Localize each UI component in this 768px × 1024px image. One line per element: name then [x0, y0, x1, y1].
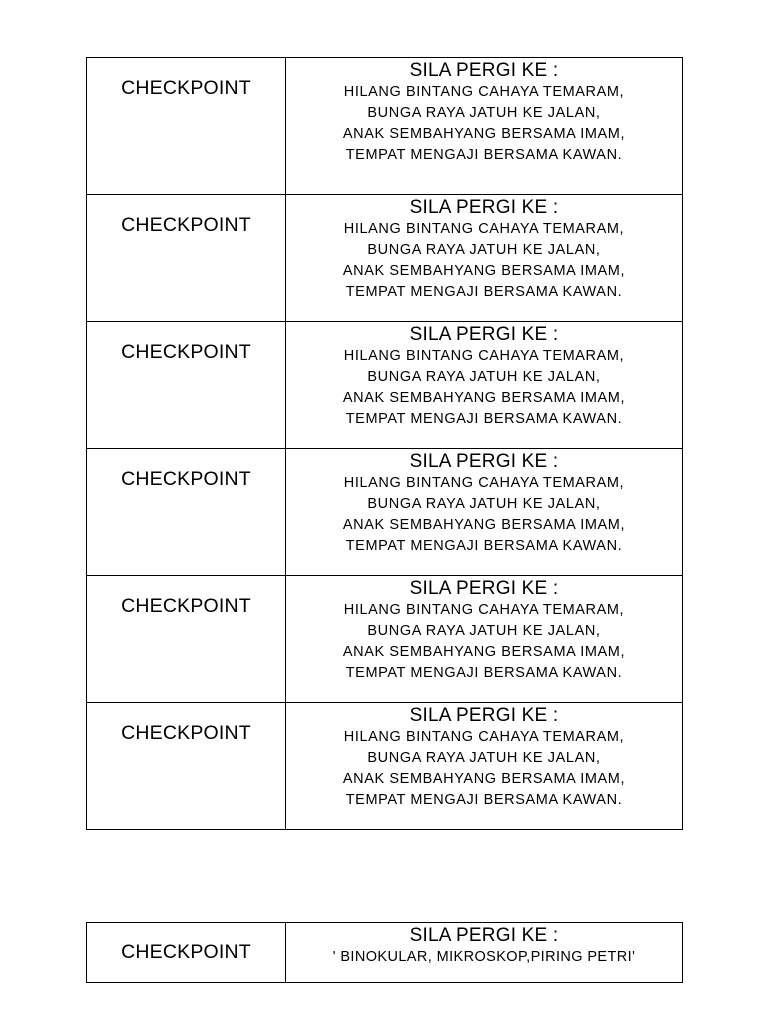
clue-line: HILANG BINTANG CAHAYA TEMARAM, [343, 221, 625, 237]
checkpoint-label: CHECKPOINT [121, 341, 251, 363]
clue-line: TEMPAT MENGAJI BERSAMA KAWAN. [345, 147, 623, 163]
checkpoint-label: CHECKPOINT [121, 468, 251, 490]
clue-heading: SILA PERGI KE : [409, 60, 559, 81]
clue-line: TEMPAT MENGAJI BERSAMA KAWAN. [345, 411, 623, 427]
table-row [87, 449, 683, 576]
clue-heading: SILA PERGI KE : [409, 925, 559, 946]
clue-line: ANAK SEMBAHYANG BERSAMA IMAM, [342, 644, 626, 660]
clue-heading: SILA PERGI KE : [409, 705, 559, 726]
clue-line: HILANG BINTANG CAHAYA TEMARAM, [343, 729, 625, 745]
clue-cell [286, 322, 683, 449]
checkpoint-cell [87, 449, 286, 576]
checkpoint-cell [87, 703, 286, 830]
clue-cell [286, 703, 683, 830]
table-row [87, 322, 683, 449]
clue-cell [286, 58, 683, 195]
clue-line: ANAK SEMBAHYANG BERSAMA IMAM, [342, 126, 626, 142]
clue-line: BUNGA RAYA JATUH KE JALAN, [367, 496, 601, 512]
checkpoint-label: CHECKPOINT [121, 722, 251, 744]
table-row [87, 703, 683, 830]
clue-heading: SILA PERGI KE : [409, 197, 559, 218]
clue-heading: SILA PERGI KE : [409, 578, 559, 599]
checkpoint-label: CHECKPOINT [121, 595, 251, 617]
checkpoint-cell [87, 322, 286, 449]
clue-line: BUNGA RAYA JATUH KE JALAN, [367, 750, 601, 766]
clue-line: TEMPAT MENGAJI BERSAMA KAWAN. [345, 665, 623, 681]
clue-line: TEMPAT MENGAJI BERSAMA KAWAN. [345, 792, 623, 808]
clue-line: ' BINOKULAR, MIKROSKOP,PIRING PETRI' [332, 949, 636, 965]
table-row [87, 576, 683, 703]
clue-line: ANAK SEMBAHYANG BERSAMA IMAM, [342, 517, 626, 533]
clue-line: BUNGA RAYA JATUH KE JALAN, [367, 105, 601, 121]
checkpoint-cell [87, 58, 286, 195]
clue-line: HILANG BINTANG CAHAYA TEMARAM, [343, 475, 625, 491]
clue-line: HILANG BINTANG CAHAYA TEMARAM, [343, 84, 625, 100]
clue-line: ANAK SEMBAHYANG BERSAMA IMAM, [342, 390, 626, 406]
checkpoint-cell [87, 923, 286, 983]
clue-line: HILANG BINTANG CAHAYA TEMARAM, [343, 348, 625, 364]
clue-line: BUNGA RAYA JATUH KE JALAN, [367, 242, 601, 258]
clue-line: BUNGA RAYA JATUH KE JALAN, [367, 623, 601, 639]
table-row [87, 923, 683, 983]
clue-line: ANAK SEMBAHYANG BERSAMA IMAM, [342, 771, 626, 787]
clue-cell [286, 449, 683, 576]
checkpoint-table [86, 57, 683, 830]
table-row [87, 195, 683, 322]
clue-cell [286, 195, 683, 322]
clue-cell [286, 576, 683, 703]
clue-line: ANAK SEMBAHYANG BERSAMA IMAM, [342, 263, 626, 279]
clue-line: HILANG BINTANG CAHAYA TEMARAM, [343, 602, 625, 618]
clue-heading: SILA PERGI KE : [409, 324, 559, 345]
checkpoint-table-2 [86, 922, 683, 983]
clue-line: TEMPAT MENGAJI BERSAMA KAWAN. [345, 284, 623, 300]
checkpoint-cell [87, 576, 286, 703]
checkpoint-cell [87, 195, 286, 322]
checkpoint-label: CHECKPOINT [121, 214, 251, 236]
clue-line: BUNGA RAYA JATUH KE JALAN, [367, 369, 601, 385]
table-row [87, 58, 683, 195]
clue-cell [286, 923, 683, 983]
checkpoint-label: CHECKPOINT [121, 941, 251, 963]
clue-heading: SILA PERGI KE : [409, 451, 559, 472]
checkpoint-label: CHECKPOINT [121, 77, 251, 99]
clue-line: TEMPAT MENGAJI BERSAMA KAWAN. [345, 538, 623, 554]
